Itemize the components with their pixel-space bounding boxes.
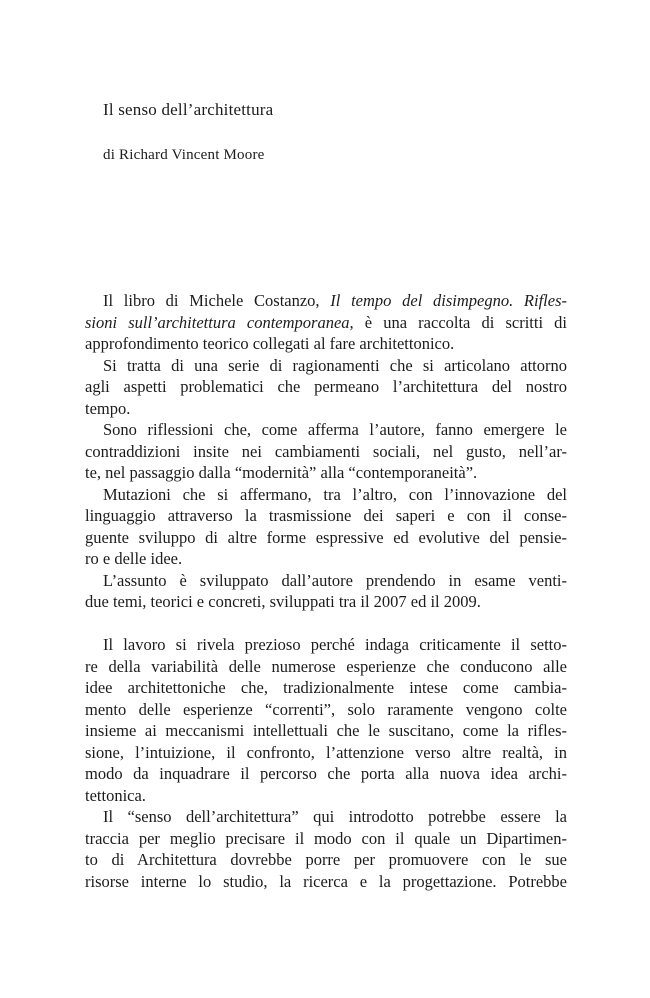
text-segment: re della variabilità delle numerose esperienze che conducono alle bbox=[85, 656, 567, 676]
text-line bbox=[85, 871, 567, 893]
text-segment: , è una raccolta di scritti di bbox=[349, 312, 567, 332]
text-segment: Si tratta di una serie di ragionamenti che si articolano attorno bbox=[103, 355, 567, 375]
book-title-italic: sioni sull’architettura contemporanea bbox=[85, 312, 350, 332]
page-title: Il senso dell’architettura bbox=[103, 100, 274, 119]
text-line bbox=[85, 548, 567, 570]
text-line bbox=[85, 763, 567, 785]
text-segment: ro e delle idee. bbox=[85, 549, 183, 568]
text-segment: to di Architettura dovrebbe porre per promuovere con le sue bbox=[85, 850, 567, 869]
paragraph bbox=[85, 484, 567, 570]
paragraph bbox=[85, 290, 567, 355]
paragraph bbox=[85, 634, 567, 806]
text-line bbox=[85, 441, 567, 463]
text-segment: due temi, teorici e concreti, sviluppati tra il 2007 ed il 2009. bbox=[85, 592, 481, 611]
text-section bbox=[85, 634, 567, 892]
text-segment: insieme ai meccanismi intellettuali che le suscitano, come la rifles- bbox=[85, 721, 567, 740]
text-segment: Sono riflessioni che, come afferma l’autore, fanno emergere le bbox=[103, 420, 567, 439]
text-segment: approfondimento teorico collegati al fare architettonico. bbox=[85, 334, 455, 353]
text-line bbox=[85, 806, 567, 828]
body-text bbox=[85, 290, 567, 892]
text-line bbox=[85, 699, 567, 721]
text-segment: te, nel passaggio dalla “modernità” alla “contemporaneità”. bbox=[85, 463, 478, 482]
paragraph bbox=[85, 806, 567, 892]
text-line bbox=[85, 527, 567, 549]
text-segment: modo da inquadrare il percorso che porta alla nuova idea archi- bbox=[85, 764, 567, 783]
text-line bbox=[85, 570, 567, 592]
text-line bbox=[85, 742, 567, 764]
text-segment: L’assunto è sviluppato dall’autore prendendo in esame venti- bbox=[103, 570, 567, 590]
text-line bbox=[85, 591, 567, 613]
text-line bbox=[85, 355, 567, 377]
text-segment: risorse interne lo studio, la ricerca e la progettazione. Potrebbe bbox=[85, 871, 567, 891]
text-line bbox=[85, 312, 567, 334]
author-byline: di Richard Vincent Moore bbox=[103, 147, 265, 163]
text-segment: agli aspetti problematici che permeano l’architettura del nostro bbox=[85, 377, 567, 396]
text-line bbox=[85, 720, 567, 742]
text-segment: Il “senso dell’architettura” qui introdotto potrebbe essere la bbox=[103, 807, 567, 826]
paragraph bbox=[85, 355, 567, 420]
text-line bbox=[85, 828, 567, 850]
text-segment: Il libro di Michele Costanzo, bbox=[103, 291, 331, 310]
text-segment: guente sviluppo di altre forme espressive ed evolutive del pensie- bbox=[85, 527, 567, 547]
book-title-italic: Il tempo del disimpegno. Rifles- bbox=[330, 291, 567, 310]
text-line bbox=[85, 333, 567, 355]
text-segment: Il lavoro si rivela prezioso perché indaga criticamente il setto- bbox=[103, 635, 567, 654]
paragraph bbox=[85, 419, 567, 484]
text-line bbox=[85, 376, 567, 398]
text-line bbox=[85, 398, 567, 420]
text-line bbox=[85, 419, 567, 441]
text-line bbox=[85, 634, 567, 656]
text-line bbox=[85, 677, 567, 699]
text-segment: tempo. bbox=[85, 398, 131, 418]
text-segment: contraddizioni insite nei cambiamenti sociali, nel gusto, nell’ar- bbox=[85, 441, 567, 461]
text-line bbox=[85, 505, 567, 527]
text-segment: sione, l’intuizione, il confronto, l’attenzione verso altre realtà, in bbox=[85, 742, 567, 762]
text-line bbox=[85, 484, 567, 506]
text-segment: Mutazioni che si affermano, tra l’altro, con l’innovazione del bbox=[103, 484, 567, 504]
text-segment: mento delle esperienze “correnti”, solo raramente vengono colte bbox=[85, 699, 567, 719]
text-segment: tettonica. bbox=[85, 785, 146, 805]
text-segment: traccia per meglio precisare il modo con il quale un Dipartimen- bbox=[85, 828, 567, 848]
text-section bbox=[85, 290, 567, 613]
text-line bbox=[85, 849, 567, 871]
text-line bbox=[85, 656, 567, 678]
text-line bbox=[85, 462, 567, 484]
text-segment: linguaggio attraverso la trasmissione dei saperi e con il conse- bbox=[85, 506, 567, 525]
text-segment: idee architettoniche che, tradizionalmente intese come cambia- bbox=[85, 678, 567, 697]
text-line bbox=[85, 290, 567, 312]
text-line bbox=[85, 785, 567, 807]
paragraph bbox=[85, 570, 567, 613]
